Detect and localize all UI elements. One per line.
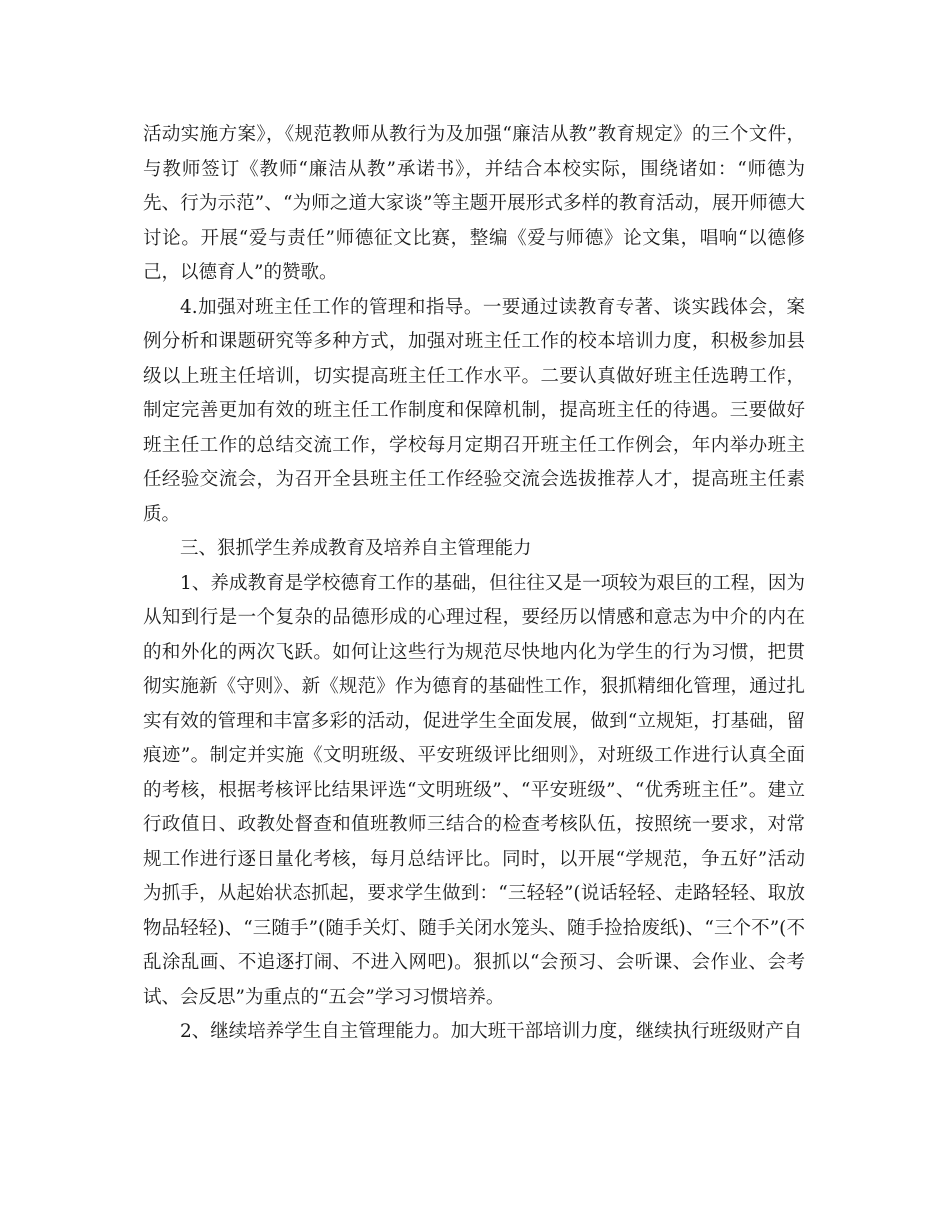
paragraph-continuation: 活动实施方案》，《规范教师从教行为及加强“廉洁从教”教育规定》的三个文件，与教师签订《教师“廉洁从教”承诺书》，并结合本校实际，围绕诸如：“师德为先、行为示范”、“为师之道大家谈”等主题开展形式多样的教育活动，展开师德大讨论。开展“爱与责任”师德征文比赛，整编《爱与师德》论文集，唱响“以德修己，以德育人”的赞歌。 (143, 124, 805, 283)
document-body (143, 118, 805, 1050)
paragraph-class-teacher-management: 4.加强对班主任工作的管理和指导。一要通过读教育专著、谈实践体会，案例分析和课题研究等多种方式，加强对班主任工作的校本培训力度，积极参加县级以上班主任培训，切实提高班主任工作水平。二要认真做好班主任选聘工作，制定完善更加有效的班主任工作制度和保障机制，提高班主任的待遇。三要做好班主任工作的总结交流工作，学校每月定期召开班主任工作例会，年内举办班主任经验交流会，为召开全县班主任工作经验交流会选拔推荐人才，提高班主任素质。 (143, 296, 805, 525)
section-heading-habit-education: 三、狠抓学生养成教育及培养自主管理能力 (180, 538, 532, 559)
paragraph-self-management: 2、继续培养学生自主管理能力。加大班干部培训力度，继续执行班级财产自 (180, 1021, 803, 1042)
paragraph-habit-education: 1、养成教育是学校德育工作的基础，但往往又是一项较为艰巨的工程，因为从知到行是一个复杂的品德形成的心理过程，要经历以情感和意志为中介的内在的和外化的两次飞跃。如何让这些行为规范尽快地内化为学生的行为习惯，把贯彻实施新《守则》、新《规范》作为德育的基础性工作，狠抓精细化管理，通过扎实有效的管理和丰富多彩的活动，促进学生全面发展，做到“立规矩，打基础，留痕迹”。制定并实施《文明班级、平安班级评比细则》，对班级工作进行认真全面的考核，根据考核评比结果评选“文明班级”、“平安班级”、“优秀班主任”。建立行政值日、政教处督查和值班教师三结合的检查考核队伍，按照统一要求，对常规工作进行逐日量化考核，每月总结评比。同时，以开展“学规范，争五好”活动为抓手，从起始状态抓起，要求学生做到：“三轻轻”(说话轻轻、走路轻轻、取放物品轻轻)、“三随手”(随手关灯、随手关闭水笼头、随手捡拾废纸)、“三个不”(不乱涂乱画、不追逐打闹、不进入网吧)。狠抓以“会预习、会听课、会作业、会考试、会反思”为重点的“五会”学习习惯培养。 (143, 572, 805, 1008)
